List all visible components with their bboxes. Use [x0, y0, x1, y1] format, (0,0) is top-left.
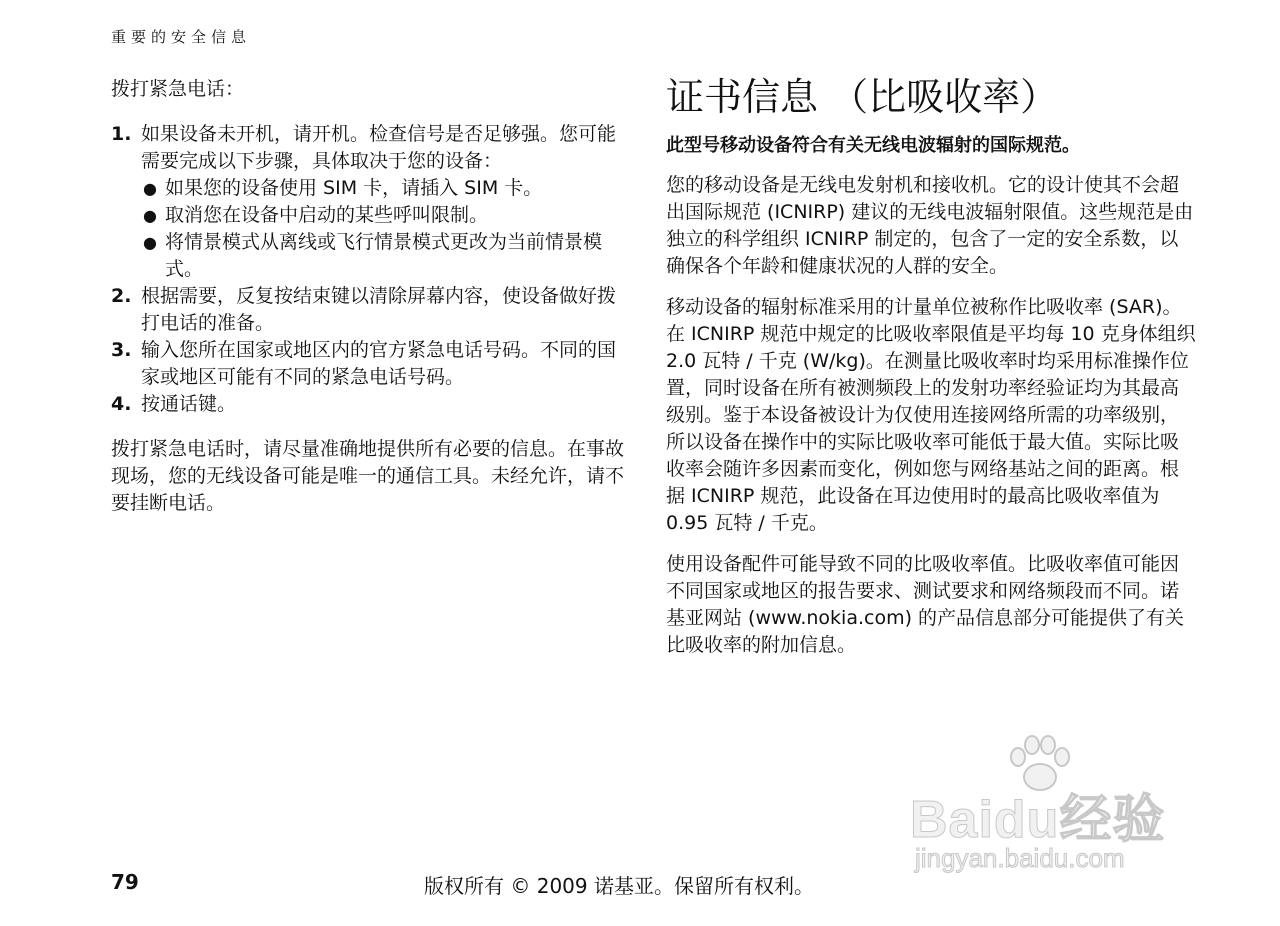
step-number: 4.: [111, 393, 132, 415]
step-1-bullets: [141, 175, 631, 283]
bullet-item: [141, 202, 631, 229]
emergency-closing-paragraph: 拨打紧急电话时，请尽量准确地提供所有必要的信息。在事故现场，您的无线设备可能是唯一的通信工具。未经允许，请不要挂断电话。: [111, 438, 625, 514]
section-title: 证书信息 （比吸收率）: [666, 75, 1059, 119]
left-column: [111, 76, 631, 531]
bullet-text: 取消您在设备中启动的某些呼叫限制。: [165, 204, 489, 226]
step-number: 2.: [111, 285, 132, 307]
running-head: 重要的安全信息: [111, 28, 252, 46]
step-text: 根据需要，反复按结束键以清除屏幕内容，使设备做好拨打电话的准备。: [141, 285, 617, 334]
section-subheading: 此型号移动设备符合有关无线电波辐射的国际规范。: [666, 135, 1080, 156]
bullet-text: 如果您的设备使用 SIM 卡，请插入 SIM 卡。: [165, 177, 543, 199]
step-3: [111, 337, 631, 391]
bullet-item: [141, 175, 631, 202]
baidu-watermark: [900, 735, 1200, 885]
watermark-url: jingyan.baidu.com: [915, 843, 1125, 873]
step-number: 1.: [111, 123, 132, 145]
bullet-item: [141, 229, 631, 283]
page-number: 79: [111, 870, 139, 894]
sar-paragraph-2: 移动设备的辐射标准采用的计量单位被称作比吸收率 (SAR)。在 ICNIRP 规范中规定的比吸收率限值是平均每 10 克身体组织 2.0 瓦特 / 千克 (W/kg)。在测量比吸收率时均采用标准操作位置，同时设备在所有被测频段上的发射功率经验证均为其最高级别。鉴于本设备被设计为仅使用连接网络所需的功率级别，所以设备在操作中的实际比吸收率可能低于最大值。实际比吸收率会随许多因素而变化，例如您与网络基站之间的距离。根据 ICNIRP 规范，此设备在耳边使用时的最高比吸收率值为 0.95 瓦特 / 千克。: [666, 296, 1196, 534]
sar-paragraph-1: 您的移动设备是无线电发射机和接收机。它的设计使其不会超出国际规范 (ICNIRP) 建议的无线电波辐射限值。这些规范是由独立的科学组织 ICNIRP 制定的，包含了一定的安全系数，以确保各个年龄和健康状况的人群的安全。: [666, 174, 1194, 277]
step-number: 3.: [111, 339, 132, 361]
step-text: 输入您所在国家或地区内的官方紧急电话号码。不同的国家或地区可能有不同的紧急电话号码。: [141, 339, 617, 388]
step-text: 按通话键。: [141, 393, 237, 415]
sar-paragraph-3: 使用设备配件可能导致不同的比吸收率值。比吸收率值可能因不同国家或地区的报告要求、测试要求和网络频段而不同。诺基亚网站 (www.nokia.com) 的产品信息部分可能提供了有关比吸收率的附加信息。: [666, 553, 1185, 656]
bullet-icon: ●: [143, 179, 157, 198]
bullet-icon: ●: [143, 206, 157, 225]
footer-copyright: 版权所有 © 2009 诺基亚。保留所有权利。: [424, 874, 814, 898]
emergency-call-heading: 拨打紧急电话：: [111, 78, 245, 100]
step-1: [111, 121, 631, 283]
step-2: [111, 283, 631, 337]
step-text: 如果设备未开机，请开机。检查信号是否足够强。您可能需要完成以下步骤，具体取决于您的设备：: [141, 123, 617, 172]
paw-print-icon: [1005, 735, 1075, 795]
bullet-text: 将情景模式从离线或飞行情景模式更改为当前情景模式。: [165, 231, 603, 280]
right-column: [666, 72, 1196, 673]
bullet-icon: ●: [143, 233, 157, 252]
step-4: [111, 391, 631, 418]
watermark-logo-text: Baidu经验: [910, 791, 1166, 849]
emergency-steps-list: [111, 121, 631, 418]
